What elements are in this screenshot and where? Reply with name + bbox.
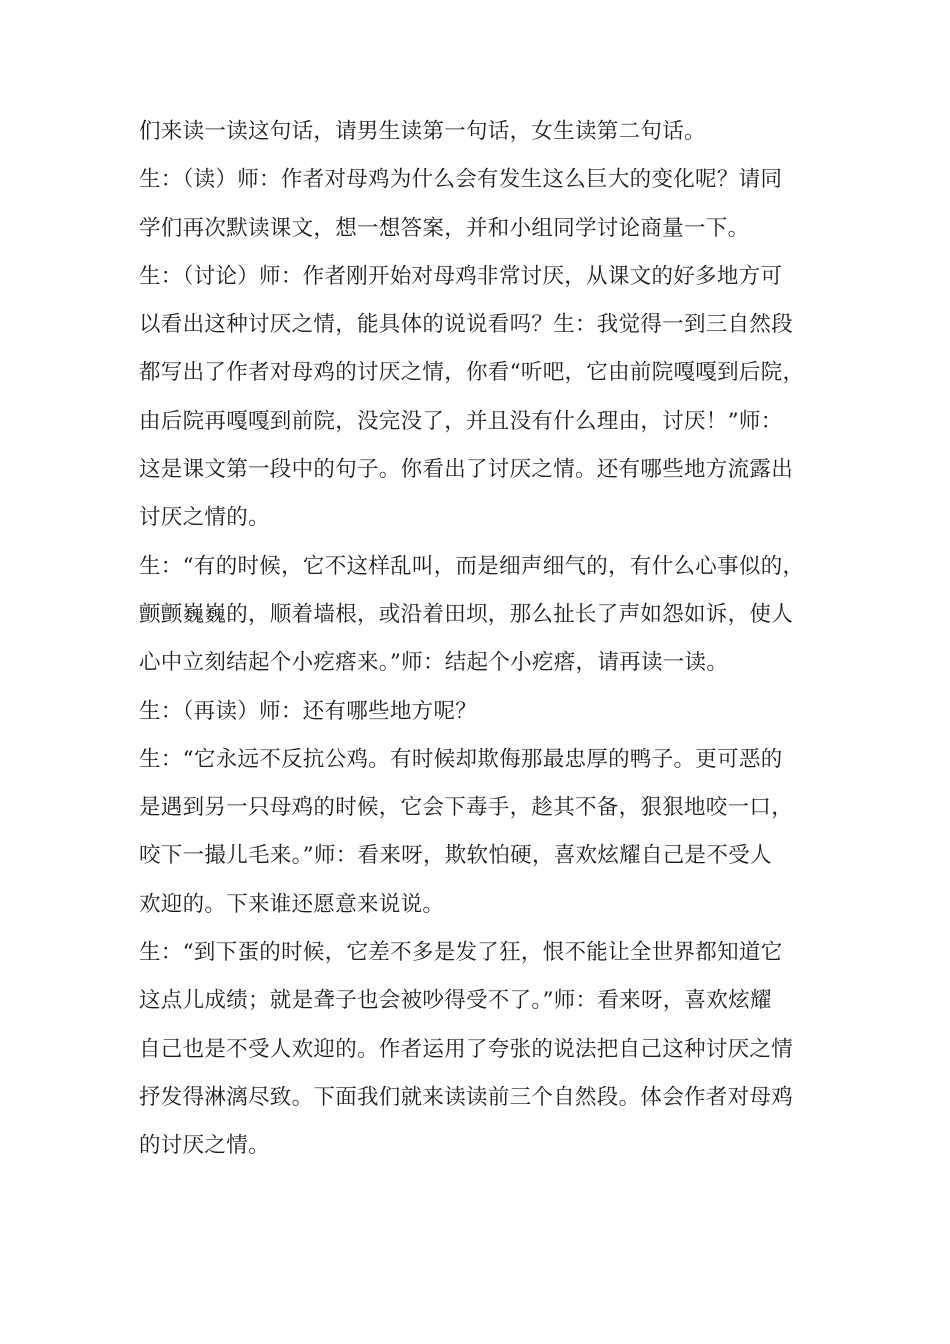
document-body <box>139 108 819 1171</box>
text-line: 咬下一撮儿毛来。”师：看来呀，欺软怕硬，喜欢炫耀自己是不受人 <box>139 843 772 869</box>
text-line: 们来读一读这句话，请男生读第一句话，女生读第二句话。 <box>139 119 706 144</box>
text-line: 生：“到下蛋的时候，它差不多是发了狂，恨不能让全世界都知道它 <box>139 940 783 966</box>
text-line: 颤颤巍巍的，顺着墙根，或沿着田坝，那么扯长了声如怨如诉，使人 <box>139 601 794 627</box>
text-line: 生：（再读）师：还有哪些地方呢？ <box>139 698 478 724</box>
text-line: 这点儿成绩；就是聋子也会被吵得受不了。”师：看来呀，喜欢炫耀 <box>139 988 772 1014</box>
text-line: 生：（讨论）师：作者刚开始对母鸡非常讨厌，从课文的好多地方可 <box>139 263 783 289</box>
text-line: 生：（读）师：作者对母鸡为什么会有发生这么巨大的变化呢？请同 <box>139 167 783 193</box>
text-line: 是遇到另一只母鸡的时候，它会下毒手，趁其不备，狠狠地咬一口， <box>139 795 794 821</box>
text-line: 以看出这种讨厌之情，能具体的说说看吗？生：我觉得一到三自然段 <box>139 312 794 338</box>
text-line: 都写出了作者对母鸡的讨厌之情，你看“听吧，它由前院嘎嘎到后院， <box>139 360 805 386</box>
text-line: 欢迎的。下来谁还愿意来说说。 <box>139 891 445 917</box>
text-line: 讨厌之情的。 <box>139 505 270 531</box>
text-line: 这是课文第一段中的句子。你看出了讨厌之情。还有哪些地方流露出 <box>139 457 794 483</box>
text-line: 抒发得淋漓尽致。下面我们就来读读前三个自然段。体会作者对母鸡 <box>139 1084 794 1110</box>
text-line: 生：“有的时候，它不这样乱叫，而是细声细气的，有什么心事似的， <box>139 553 805 579</box>
text-line: 自己也是不受人欢迎的。作者运用了夸张的说法把自己这种讨厌之情 <box>139 1036 794 1062</box>
text-line: 由后院再嘎嘎到前院，没完没了，并且没有什么理由，讨厌！”师： <box>139 408 783 434</box>
text-line: 生：“它永远不反抗公鸡。有时候却欺侮那最忠厚的鸭子。更可恶的 <box>139 746 783 772</box>
text-line: 学们再次默读课文，想一想答案，并和小组同学讨论商量一下。 <box>139 215 750 241</box>
text-line: 心中立刻结起个小疙瘩来。”师：结起个小疙瘩，请再读一读。 <box>139 650 729 676</box>
text-line: 的讨厌之情。 <box>139 1133 270 1159</box>
